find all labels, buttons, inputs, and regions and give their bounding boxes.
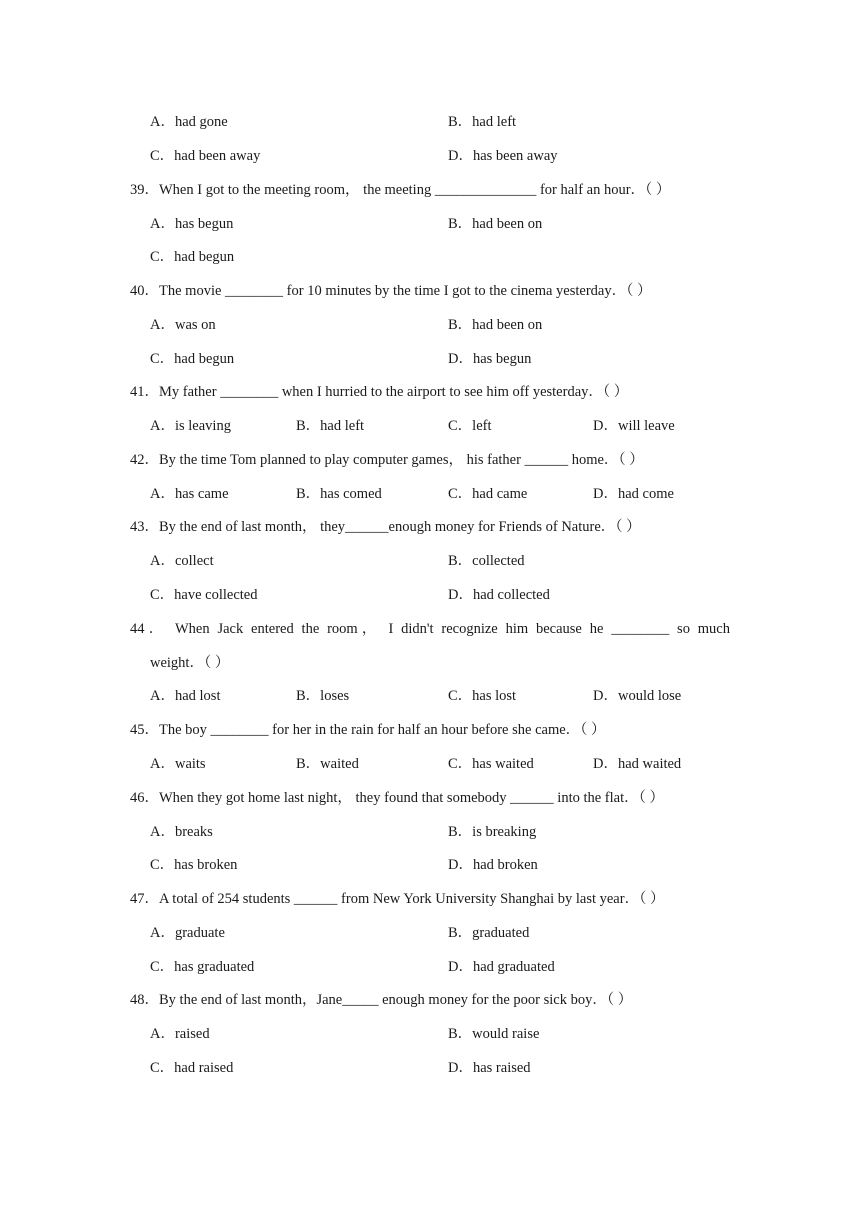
option-c: C．has broken [150,857,238,873]
option-a: A．is leaving [150,418,231,434]
option-b: B．had left [448,114,517,130]
question-stem: 48．By the end of last month，Jane_____ enough money for the poor sick boy．（ ） [130,992,633,1008]
option-d: D．has been away [448,148,558,164]
option-c: C．had been away [150,148,261,164]
question-stem: 46．When they got home last night， they found that somebody ______ into the flat．（ ） [130,790,665,806]
option-b: B．graduated [448,925,530,941]
option-b: B．would raise [448,1026,540,1042]
question-stem: 40．The movie ________ for 10 minutes by the time I got to the cinema yesterday．（ ） [130,283,652,299]
option-d: D．would lose [593,688,682,704]
option-d: D．had waited [593,756,682,772]
option-d: D．had collected [448,587,550,603]
option-b: B．collected [448,553,525,569]
question-stem: 45．The boy ________ for her in the rain for half an hour before she came．（ ） [130,722,606,738]
question-stem: 43．By the end of last month， they______enough money for Friends of Nature．（ ） [130,519,641,535]
option-a: A．raised [150,1026,210,1042]
option-b: B．is breaking [448,824,537,840]
option-a: A．has begun [150,216,234,232]
option-c: C．had came [448,486,528,502]
option-b: B．had left [296,418,365,434]
option-c: C．have collected [150,587,258,603]
option-a: A．breaks [150,824,213,840]
option-d: D．will leave [593,418,675,434]
option-a: A．waits [150,756,206,772]
question-stem-continued: weight．（ ） [150,655,230,671]
question-stem: 47．A total of 254 students ______ from New York University Shanghai by last year．（ ） [130,891,665,907]
option-c: C．had begun [150,249,235,265]
option-c: C．had begun [150,351,235,367]
option-c: C．has lost [448,688,517,704]
option-b: B．had been on [448,216,543,232]
option-b: B．had been on [448,317,543,333]
option-a: A．graduate [150,925,225,941]
option-b: B．loses [296,688,350,704]
option-d: D．had come [593,486,674,502]
option-a: A．was on [150,317,216,333]
option-b: B．has comed [296,486,382,502]
question-stem: 44． When Jack entered the room， I didn't recognize him because he ________ so much [130,621,730,637]
option-a: A．had gone [150,114,228,130]
option-d: D．had broken [448,857,538,873]
option-a: A．has came [150,486,229,502]
option-a: A．had lost [150,688,221,704]
option-b: B．waited [296,756,359,772]
question-stem: 42．By the time Tom planned to play computer games， his father ______ home．（ ） [130,452,644,468]
option-c: C．has graduated [150,959,255,975]
option-c: C．has waited [448,756,534,772]
option-a: A．collect [150,553,214,569]
question-stem: 41．My father ________ when I hurried to the airport to see him off yesterday．（ ） [130,384,629,400]
option-c: C．left [448,418,492,434]
option-d: D．had graduated [448,959,555,975]
option-d: D．has raised [448,1060,531,1076]
option-d: D．has begun [448,351,532,367]
question-stem: 39．When I got to the meeting room， the meeting ______________ for half an hour．（ ） [130,182,671,198]
option-c: C．had raised [150,1060,234,1076]
